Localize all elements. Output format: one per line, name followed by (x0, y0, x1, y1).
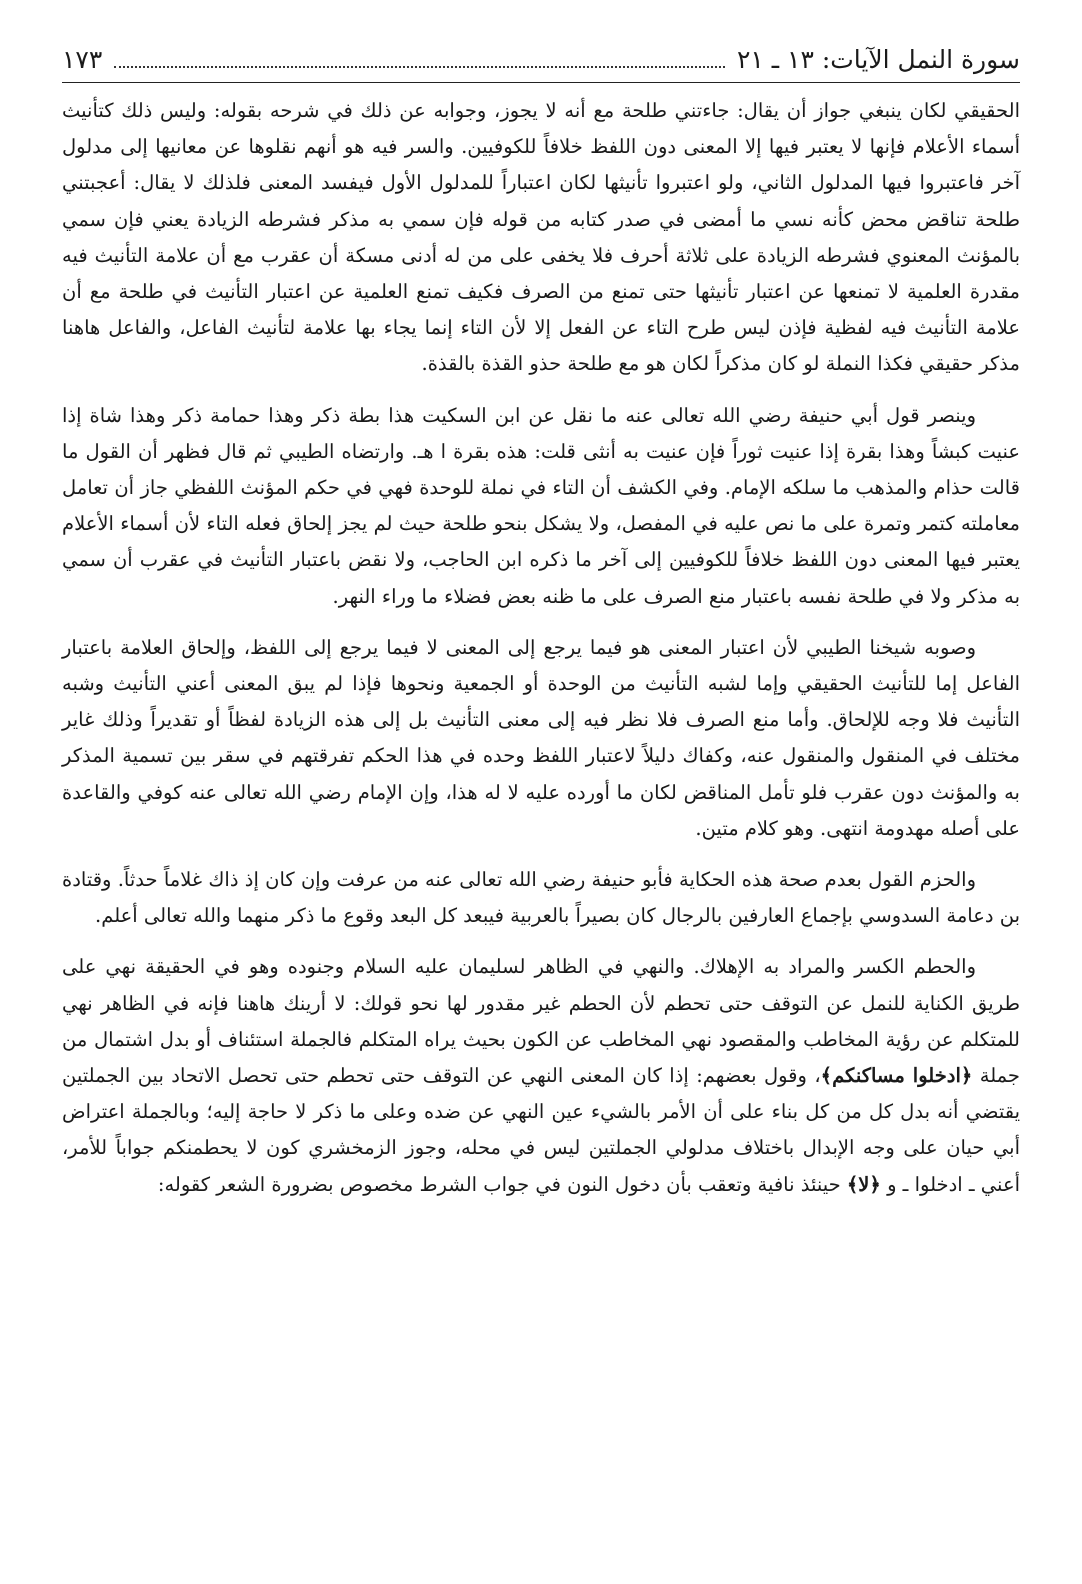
paragraph-4: والحزم القول بعدم صحة هذه الحكاية فأبو حنيفة رضي الله تعالى عنه من عرفت وإن كان إذ ذاك غلاماً حدثاً. وقتادة بن دعامة السدوسي بإجماع العارفين بالرجال كان بصيراً بالعربية فيبعد كل البعد وقوع ما ذكر منهما والله تعالى أعلم. (62, 868, 1020, 928)
paragraph-3: وصوبه شيخنا الطيبي لأن اعتبار المعنى هو فيما يرجع إلى المعنى لا فيما يرجع إلى اللفظ، وإلحاق العلامة باعتبار الفاعل إما للتأنيث الحقيقي وإما لشبه التأنيث من الوحدة أو الجمعية ونحوها فإذا لم يبق المعنى أعني التأنيث وشبه التأنيث فلا وجه للإلحاق. وأما منع الصرف فلا نظر فيه إلى معنى التأنيث بل إلى هذه الزيادة لفظاً أو تقديراً وذلك غاير مختلف في المنقول والمنقول عنه، وكفاك دليلاً لاعتبار اللفظ وحده في هذا الحكم تفرقتهم في سقر بين تسمية المذكر به والمؤنث دون عقرب فلو تأمل المناقض لكان ما أورده عليه لا له هذا، وإن الإمام رضي الله تعالى عنه كوفي والقاعدة على أصله مهدومة انتهى. وهو كلام متين. (62, 635, 1020, 840)
paragraph-5-end: حينئذ نافية وتعقب بأن دخول النون في جواب الشرط مخصوص بضرورة الشعر كقوله: (157, 1172, 847, 1196)
chapter-title: سورة النمل الآيات: ١٣ ـ ٢١ (736, 45, 1020, 74)
paragraph-2: وينصر قول أبي حنيفة رضي الله تعالى عنه ما نقل عن ابن السكيت هذا بطة ذكر وهذا حمامة ذكر وهذا شاة إذا عنيت كبشاً وهذا بقرة إذا عنيت ثوراً فإن عنيت به أنثى قلت: هذه بقرة ا هـ. وارتضاه الطيبي ثم قال فظهر أن القول ما قالت حذام والمذهب ما سلكه الإمام. وفي الكشف أن التاء في نملة للوحدة فهي في حكم المؤنث اللفظي جاز أن تعامل معاملته كتمر وتمرة على ما نص عليه في المفصل، ولا يشكل بنحو طلحة حيث لم يجز إلحاق فعله التاء لأن أسماء الأعلام يعتبر فيها المعنى دون اللفظ خلافاً للكوفيين إلى آخر ما ذكره ابن الحاجب، ولا نقض باعتبار التأنيث في عقرب أن سمي به مذكر ولا في طلحة نفسه باعتبار منع الصرف على ما ظنه بعض فضلاء ما وراء النهر. (62, 403, 1020, 608)
quran-quote-2: ﴿لا﴾ (846, 1172, 881, 1196)
quran-quote-1: ﴿ادخلوا مساكنكم﴾ (820, 1064, 973, 1088)
paragraph-5-text: والحطم الكسر والمراد به الإهلاك. والنهي في الظاهر لسليمان عليه السلام وجنوده وهو في الحقيقة نهي على طريق الكناية للنمل عن التوقف حتى تحطم لأن الحطم غير مقدور لها نحو قولك: لا أرينك هاهنا فإنه في الظاهر نهي للمتكلم عن رؤية المخاطب والمقصود نهي المخاطب عن الكون بحيث يراه المتكلم فالجملة استئناف أو بدل اشتمال من جملة (62, 955, 1020, 1088)
page-number: ١٧٣ (62, 45, 103, 74)
leader-dots (114, 42, 725, 68)
running-head (62, 38, 1020, 83)
paragraph-5 (62, 949, 1020, 1202)
paragraph-5-middle: ، وقول بعضهم: إذا كان المعنى النهي عن التوقف حتى تحطم حتى تحصل الاتحاد بين الجملتين يقتضي أنه بدل كل من كل بناء على أن الأمر بالشيء عين النهي عن ضده وعلى ما ذكر لا حاجة إليه؛ وبالجملة اعتراض أبي حيان على وجه الإبدال باختلاف مدلولي الجملتين ليس في محله، وجوز الزمخشري كون لا يحطمنكم جواباً للأمر، أعني ـ ادخلوا ـ و (62, 1064, 1020, 1196)
paragraph-1: الحقيقي لكان ينبغي جواز أن يقال: جاءتني طلحة مع أنه لا يجوز، وجوابه عن ذلك في شرحه بقوله: وليس ذلك كتأنيث أسماء الأعلام فإنها لا يعتبر فيها إلا المعنى دون اللفظ خلافاً للكوفيين. والسر فيه هو أنهم نقلوها عن معانيها إلى مدلول آخر فاعتبروا فيها المدلول الثاني، ولو اعتبروا تأنيثها لكان اعتباراً للمدلول الأول فيفسد المعنى فلذلك لا يقال: أعجبتني طلحة تناقض محض كأنه نسي ما أمضى في صدر كتابه من قوله فإن سمي به مذكر فشرطه الزيادة يعني فإن سمي بالمؤنث المعنوي فشرطه الزيادة على ثلاثة أحرف فلا يخفى على من له أدنى مسكة أن عقرب مع أن علامة التأنيث فيه مقدرة العلمية لا تمنعها عن اعتبار تأنيثها حتى تمنع من الصرف فكيف تمنع العلمية عن اعتبار التأنيث في طلحة مع أن علامة التأنيث فيه لفظية فإذن ليس طرح التاء عن الفعل إلا لأن التاء إنما يجاء بها علامة لتأنيث الفاعل، والفاعل هاهنا مذكر حقيقي فكذا النملة لو كان مذكراً لكان هو مع طلحة حذو القذة بالقذة. (62, 99, 1020, 376)
